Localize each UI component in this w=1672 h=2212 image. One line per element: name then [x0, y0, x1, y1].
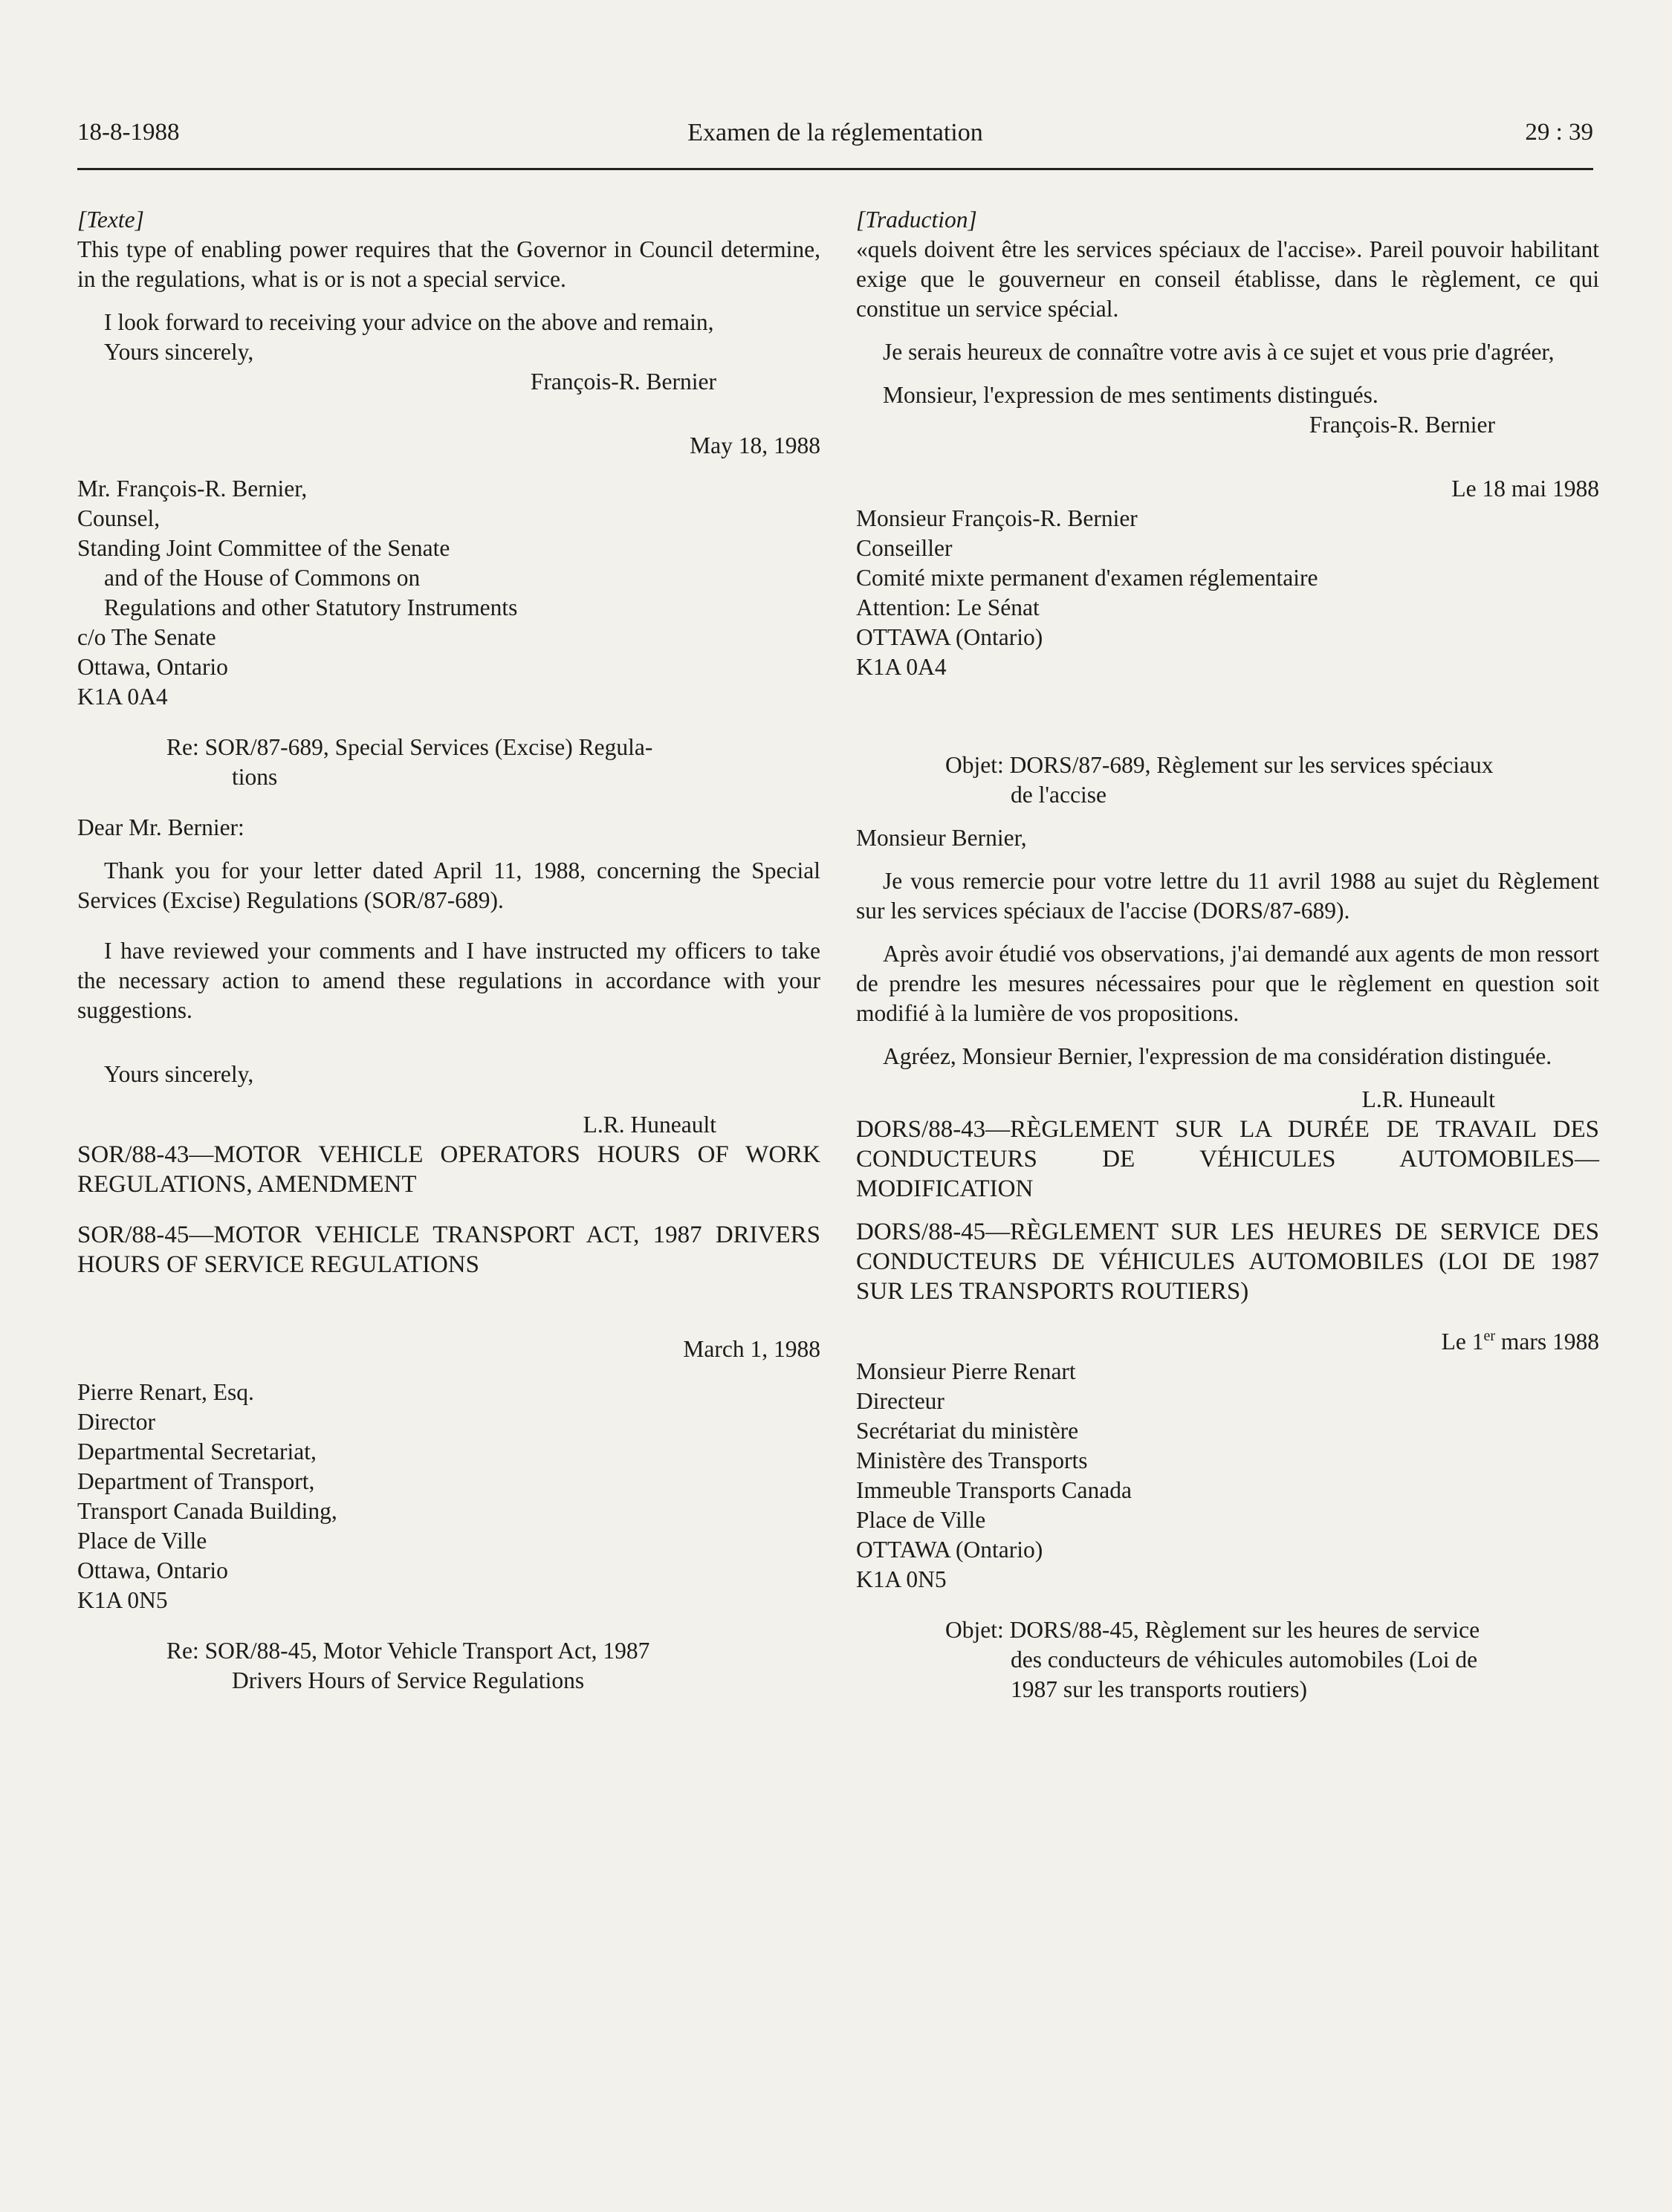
address-line: Counsel,: [77, 505, 161, 531]
subject-text: de l'accise: [1011, 782, 1106, 808]
subject-text: des conducteurs de véhicules automobiles (Loi de: [1011, 1647, 1478, 1673]
address-line: Transport Canada Building,: [77, 1498, 337, 1524]
address-line: Department of Transport,: [77, 1468, 315, 1494]
signature: François-R. Bernier: [530, 369, 716, 395]
address-block: [856, 1357, 1599, 1595]
address-line: OTTAWA (Ontario): [856, 624, 1043, 650]
address-line: Director: [77, 1409, 155, 1435]
paragraph: I have reviewed your comments and I have instructed my officers to take the necessary action to amend these regulations in accordance with your suggestions.: [77, 938, 820, 1023]
subject-text: Objet: DORS/87-689, Règlement sur les services spéciaux: [945, 752, 1494, 778]
page-number: 29 : 39: [1525, 119, 1593, 146]
section-heading: DORS/88-43—RÈGLEMENT SUR LA DURÉE DE TRAVAIL DES CONDUCTEURS DE VÉHICULES AUTOMOBILES—MODIFICATION: [856, 1116, 1599, 1202]
salutation: Dear Mr. Bernier:: [77, 814, 244, 840]
address-line: Monsieur Pierre Renart: [856, 1358, 1076, 1384]
subject-text: Drivers Hours of Service Regulations: [232, 1667, 585, 1693]
paragraph: Je vous remercie pour votre lettre du 11 avril 1988 au sujet du Règlement sur les services spéciaux de l'accise (DORS/87-689).: [856, 868, 1599, 924]
address-line: c/o The Senate: [77, 624, 216, 650]
subject-text: Re: SOR/88-45, Motor Vehicle Transport Act, 1987: [166, 1638, 650, 1664]
address-line: K1A 0A4: [77, 684, 168, 710]
address-block: [77, 474, 820, 712]
subject-line: [77, 733, 820, 792]
subject-line: [77, 1636, 820, 1696]
address-line: Departmental Secretariat,: [77, 1439, 317, 1465]
paragraph: Après avoir étudié vos observations, j'ai demandé aux agents de mon ressort de prendre les mesures nécessaires pour que le règlement en question soit modifié à la lumière de vos propositions.: [856, 941, 1599, 1026]
letter-date: [856, 1327, 1599, 1357]
address-line: Monsieur François-R. Bernier: [856, 505, 1138, 531]
address-line: OTTAWA (Ontario): [856, 1537, 1043, 1563]
date-text: Le 1: [1441, 1329, 1484, 1355]
address-block: [856, 504, 1599, 682]
paragraph: This type of enabling power requires that the Governor in Council determine, in the regulations, what is or is not a special service.: [77, 236, 820, 292]
date-text: mars 1988: [1495, 1329, 1599, 1355]
address-line: Place de Ville: [856, 1507, 986, 1533]
address-line: Standing Joint Committee of the Senate: [77, 535, 450, 561]
running-title: Examen de la réglementation: [687, 119, 983, 146]
address-line: Ministère des Transports: [856, 1447, 1088, 1473]
header-date: 18-8-1988: [77, 119, 180, 146]
letter-date: May 18, 1988: [690, 432, 820, 458]
address-line: Pierre Renart, Esq.: [77, 1379, 254, 1405]
address-line: Mr. François-R. Bernier,: [77, 476, 308, 502]
closing: Agréez, Monsieur Bernier, l'expression de ma considération distinguée.: [883, 1043, 1552, 1069]
section-heading: DORS/88-45—RÈGLEMENT SUR LES HEURES DE SERVICE DES CONDUCTEURS DE VÉHICULES AUTOMOBILES (LOI DE 1987 SUR LES TRANSPORTS ROUTIERS): [856, 1219, 1599, 1305]
address-line: Directeur: [856, 1388, 944, 1414]
subject-text: Re: SOR/87-689, Special Services (Excise) Regula-: [166, 734, 653, 760]
address-line: Conseiller: [856, 535, 953, 561]
address-line: K1A 0N5: [856, 1566, 947, 1592]
header-rule: [77, 168, 1593, 170]
page-header: [77, 119, 1593, 163]
letter-date: March 1, 1988: [683, 1336, 820, 1362]
paragraph: Thank you for your letter dated April 11, 1988, concerning the Special Services (Excise) Regulations (SOR/87-689).: [77, 857, 820, 913]
address-line: Secrétariat du ministère: [856, 1418, 1079, 1444]
salutation: Monsieur Bernier,: [856, 825, 1027, 851]
address-line: Place de Ville: [77, 1528, 207, 1554]
closing: Yours sincerely,: [104, 1061, 254, 1087]
date-superscript: er: [1483, 1328, 1496, 1344]
subject-text: Objet: DORS/88-45, Règlement sur les heures de service: [945, 1617, 1480, 1643]
translation-label: [Traduction]: [856, 207, 977, 233]
address-line: Comité mixte permanent d'examen réglementaire: [856, 565, 1318, 591]
address-line: and of the House of Commons on: [104, 565, 421, 591]
address-line: Ottawa, Ontario: [77, 1557, 228, 1583]
subject-line: [856, 1615, 1599, 1705]
paragraph: Je serais heureux de connaître votre avis à ce sujet et vous prie d'agréer,: [883, 339, 1555, 365]
signature: François-R. Bernier: [1309, 412, 1495, 438]
address-block: [77, 1378, 820, 1615]
address-line: Ottawa, Ontario: [77, 654, 228, 680]
address-line: Regulations and other Statutory Instruments: [104, 594, 518, 620]
paragraph: «quels doivent être les services spéciaux de l'accise». Pareil pouvoir habilitant exige que le gouverneur en conseil établisse, dans le règlement, ce qui constitue un service spécial.: [856, 236, 1599, 322]
subject-line: [856, 750, 1599, 810]
subject-text: 1987 sur les transports routiers): [1011, 1676, 1307, 1702]
text-label: [Texte]: [77, 207, 144, 233]
signature: L.R. Huneault: [583, 1112, 716, 1138]
address-line: Immeuble Transports Canada: [856, 1477, 1132, 1503]
right-column: [856, 205, 1599, 1705]
address-line: K1A 0N5: [77, 1587, 168, 1613]
address-line: K1A 0A4: [856, 654, 947, 680]
letter-date: Le 18 mai 1988: [1451, 476, 1599, 502]
closing: Yours sincerely,: [104, 339, 254, 365]
section-heading: SOR/88-45—MOTOR VEHICLE TRANSPORT ACT, 1987 DRIVERS HOURS OF SERVICE REGULATIONS: [77, 1222, 820, 1278]
section-heading: SOR/88-43—MOTOR VEHICLE OPERATORS HOURS OF WORK REGULATIONS, AMENDMENT: [77, 1141, 820, 1198]
closing: Monsieur, l'expression de mes sentiments distingués.: [883, 382, 1378, 408]
left-column: [77, 205, 820, 1696]
paragraph: I look forward to receiving your advice on the above and remain,: [104, 309, 714, 335]
signature: L.R. Huneault: [1361, 1086, 1495, 1112]
subject-text: tions: [232, 764, 278, 790]
address-line: Attention: Le Sénat: [856, 594, 1040, 620]
